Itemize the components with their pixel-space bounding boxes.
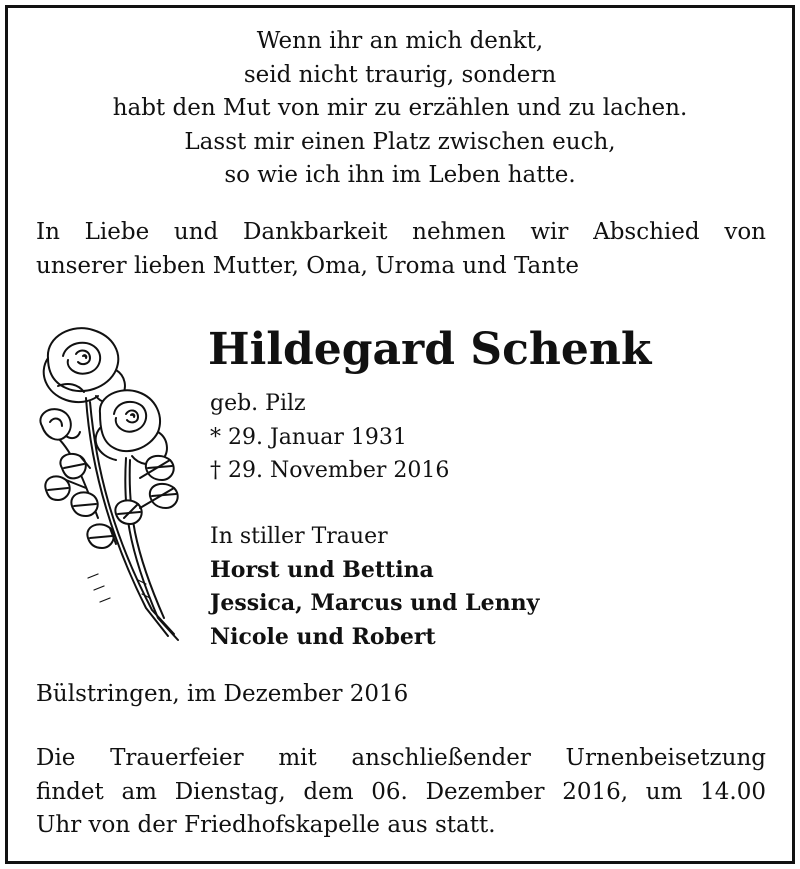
farewell-intro [36,216,766,283]
mourners-block [210,520,539,654]
roses-illustration [28,318,188,643]
maiden-name: geb. Pilz [210,391,306,416]
ceremony-line: Die Trauerfeier mit anschließender Urnenbeisetzung [36,745,766,771]
place-date: Bülstringen, im Dezember 2016 [36,681,409,707]
deceased-name: Hildegard Schenk [208,324,652,375]
ceremony-line: Uhr von der Friedhofskapelle aus statt. [36,812,496,838]
poem-line: Lasst mir einen Platz zwischen euch, [184,128,616,155]
ceremony-notice [36,742,766,843]
intro-line: In Liebe und Dankbarkeit nehmen wir Abschied von [36,219,766,245]
poem-line: Wenn ihr an mich denkt, [256,28,544,54]
intro-line: unserer lieben Mutter, Oma, Uroma und Tante [36,252,579,279]
mourner-names: Nicole und Robert [210,623,436,650]
birth-date: * 29. Januar 1931 [210,424,407,450]
mourner-names: Horst und Bettina [210,556,434,583]
mourners-intro: In stiller Trauer [210,524,388,549]
poem-line: so wie ich ihn im Leben hatte. [224,162,576,188]
poem-line: seid nicht traurig, sondern [243,61,557,88]
deceased-details [210,387,449,488]
poem-line: habt den Mut von mir zu erzählen und zu lachen. [112,95,688,121]
mourner-names: Jessica, Marcus und Lenny [210,590,540,616]
death-date: † 29. November 2016 [210,458,450,483]
poem [0,25,800,193]
ceremony-line: findet am Dienstag, dem 06. Dezember 2016, um 14.00 [36,778,766,805]
